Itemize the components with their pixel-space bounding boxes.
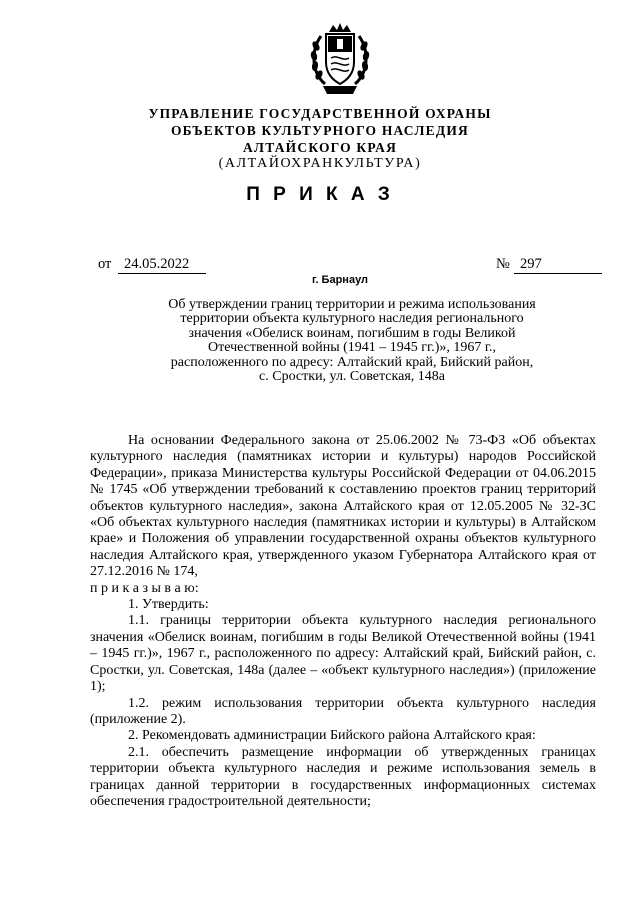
number-prefix: № (496, 256, 510, 272)
document-number: 297 (514, 256, 602, 274)
subject-line: территории объекта культурного наследия регионального (180, 311, 524, 327)
clause-1-1: 1.1. границы территории объекта культурного наследия регионального значения «Обелиск воинам, погибшим в годы Великой Отечественной войны (1941 – 1945 гг.)», 1967 г., расположенного по адресу: Алтайский край, Бийский район, с. Сростки, ул. Советская, 148а (далее – «объект культурного наследия») (приложение 1); (90, 613, 596, 695)
subject-line: Отечественной войны (1941 – 1945 гг.)», 1967 г., (207, 340, 497, 356)
preamble-paragraph: На основании Федерального закона от 25.06.2002 № 73-ФЗ «Об объектах культурного наследия (памятниках истории и культуры) народов Российской Федерации», приказа Министерства культуры Российской Федерации от 04.06.2015 № 1745 «Об утверждении требований к составлению проектов границ территорий объектов культурного наследия», закона Алтайского края от 12.05.2005 № 32-ЗС «Об объектах культурного наследия (памятниках истории и культуры) в Алтайском крае» и Положения об управлении государственной охраны объектов культурного наследия Алтайского края, утвержденного указом Губернатора Алтайского края от 27.12.2016 № 174, (90, 433, 596, 580)
clause-1-2: 1.2. режим использования территории объекта культурного наследия (приложение 2). (90, 695, 596, 727)
subject-line: Об утверждении границ территории и режима использования (168, 297, 536, 312)
document-date: 24.05.2022 (118, 256, 206, 274)
org-name-line-2: ОБЪЕКТОВ КУЛЬТУРНОГО НАСЛЕДИЯ (170, 123, 470, 138)
clause-2: 2. Рекомендовать администрации Бийского района Алтайского края: (128, 728, 536, 744)
clause-1: 1. Утвердить: (128, 597, 209, 613)
document-subject (120, 298, 584, 384)
org-name-line-1: УПРАВЛЕНИЕ ГОСУДАРСТВЕННОЙ ОХРАНЫ (148, 106, 492, 121)
order-word: п р и к а з ы в а ю: (90, 580, 199, 596)
subject-line: значения «Обелиск воинам, погибшим в годы Великой (188, 325, 516, 341)
subject-line: с. Сростки, ул. Советская, 148а (259, 369, 445, 385)
coat-of-arms-icon (307, 22, 373, 98)
clause-2-1: 2.1. обеспечить размещение информации об утвержденных границах территории объекта культурного наследия и режиме использования земель в границах данной территории в государственных информационных системах обеспечения градостроительной деятельности; (90, 744, 596, 809)
org-short-name: (АЛТАЙОХРАНКУЛЬТУРА) (218, 156, 422, 171)
document-title: П Р И К А З (246, 184, 394, 205)
date-prefix: от (98, 256, 112, 272)
subject-line: расположенного по адресу: Алтайский край, Бийский район, (170, 354, 534, 370)
city: г. Барнаул (311, 274, 369, 286)
org-name-line-3: АЛТАЙСКОГО КРАЯ (242, 140, 398, 155)
document-body (90, 433, 596, 810)
